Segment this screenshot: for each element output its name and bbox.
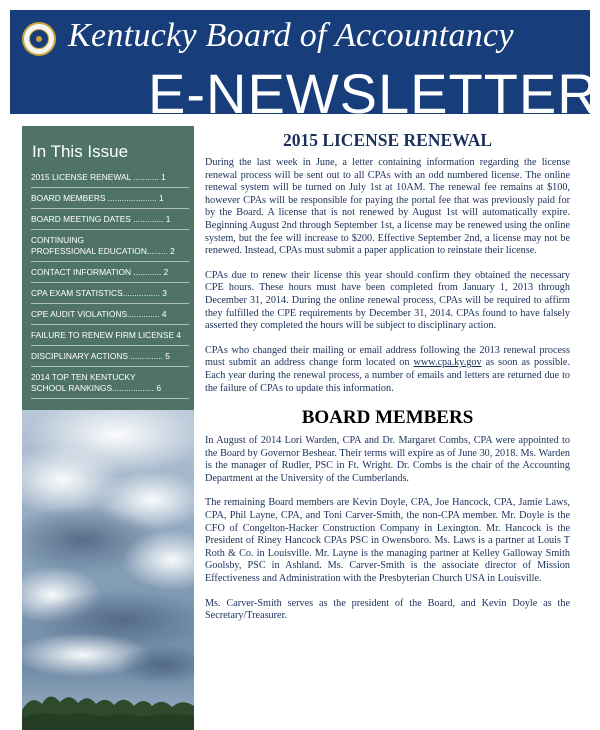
sky-photo bbox=[22, 410, 194, 730]
toc-item-disciplinary-actions[interactable]: DISCIPLINARY ACTIONS .............. 5 bbox=[31, 346, 189, 367]
toc-item-cpe-audit-violations[interactable]: CPE AUDIT VIOLATIONS.............. 4 bbox=[31, 304, 189, 325]
board-paragraph-1: In August of 2014 Lori Warden, CPA and Dr. Margaret Combs, CPA were appointed to the Board by Governor Beshear. Their terms will expire as of June 30, 2018. Ms. Warden is the manager of Rudler, PSC in Ft. Wright. Dr. Combs is the chair of the Accounting Department at the University of the Cumberlands. bbox=[205, 435, 570, 484]
toc-item-contact-information[interactable]: CONTACT INFORMATION ............ 2 bbox=[31, 262, 189, 283]
board-paragraph-3: Ms. Carver-Smith serves as the president of the Board, and Kevin Doyle as the Secretary/Treasurer. bbox=[205, 597, 570, 622]
state-seal-icon bbox=[22, 22, 56, 56]
main-content bbox=[205, 126, 570, 635]
toc-item-cpa-exam-statistics[interactable]: CPA EXAM STATISTICS................ 3 bbox=[31, 283, 189, 304]
license-renewal-heading: 2015 LICENSE RENEWAL bbox=[282, 130, 493, 150]
renewal-paragraph-2: CPAs due to renew their license this year should confirm they obtained the necessary CPE hours. These hours must have been completed from January 1, 2013 through December 31, 2014. During the online renewal process, CPAs will be required to affirm they fulfilled the CPE requirements by December 31, 2014. CPAs found to have falsely asserted they completed the hours will be subject to disciplinary action. bbox=[205, 269, 570, 332]
toc-item-board-meeting-dates[interactable]: BOARD MEETING DATES ............. 1 bbox=[31, 209, 189, 230]
toc-item-board-members[interactable]: BOARD MEMBERS ..................... 1 bbox=[31, 188, 189, 209]
toc-item-school-rankings[interactable]: 2014 TOP TEN KENTUCKY SCHOOL RANKINGS.................. 6 bbox=[31, 367, 189, 399]
toc-item-license-renewal[interactable]: 2015 LICENSE RENEWAL ........... 1 bbox=[31, 170, 189, 188]
organization-title: Kentucky Board of Accountancy bbox=[68, 17, 514, 54]
sidebar-title: In This Issue bbox=[32, 142, 129, 161]
in-this-issue-sidebar bbox=[22, 126, 194, 410]
board-paragraph-2: The remaining Board members are Kevin Doyle, CPA, Joe Hancock, CPA, Jamie Laws, CPA, Phil Layne, CPA, and Toni Carver-Smith, the non-CPA member. Mr. Doyle is the CFO of Congelton-Hacker Construction Company in Lexington. Mr. Hancock is the President of Riney Hancock CPAs PSC in Owensboro. Ms. Laws is a partner at Louis T Roth & Co. in Louisville. Mr. Layne is the managing partner at Kelley Galloway Smith Goolsby, PSC in Ashland. Ms. Carver-Smith is the associate director of Mission Effectiveness and Administration with the Presbyterian Church USA in Louisville. bbox=[205, 497, 570, 585]
renewal-paragraph-3: CPAs who changed their mailing or email address following the 2013 renewal process must submit an address change form located on www.cpa.ky.gov as soon as possible. Each year during the renewal process, a number of emails and letters are returned due to the failure of CPAs to update this information. bbox=[205, 344, 570, 394]
cpa-website-link[interactable]: www.cpa.ky.gov bbox=[413, 357, 482, 369]
renewal-paragraph-1: During the last week in June, a letter containing information regarding the license renewal process will be sent out to all CPAs with an odd numbered license. The online renewal system will be turned on July 1st at 10AM. The renewal fee remains at $100, however CPAs will be responsible for paying the portal fee that was previously paid for by the Board. A license that is not renewed by August 1st will automatically expire. Beginning August 2nd through September 1st, a license may be renewed using the online system, but the fee will increase to $200. Effective September 2nd, a license may not be renewed. Instead, CPAs must submit a paper application to reinstate their license. bbox=[205, 157, 570, 257]
toc-item-failure-to-renew[interactable]: FAILURE TO RENEW FIRM LICENSE 4 bbox=[31, 325, 189, 346]
table-of-contents bbox=[31, 170, 189, 399]
newsletter-header bbox=[0, 0, 600, 125]
board-members-heading: BOARD MEMBERS bbox=[301, 407, 474, 429]
toc-item-continuing-education[interactable]: CONTINUING PROFESSIONAL EDUCATION......... 2 bbox=[31, 230, 189, 262]
newsletter-masthead: E-NEWSLETTER bbox=[148, 62, 599, 125]
